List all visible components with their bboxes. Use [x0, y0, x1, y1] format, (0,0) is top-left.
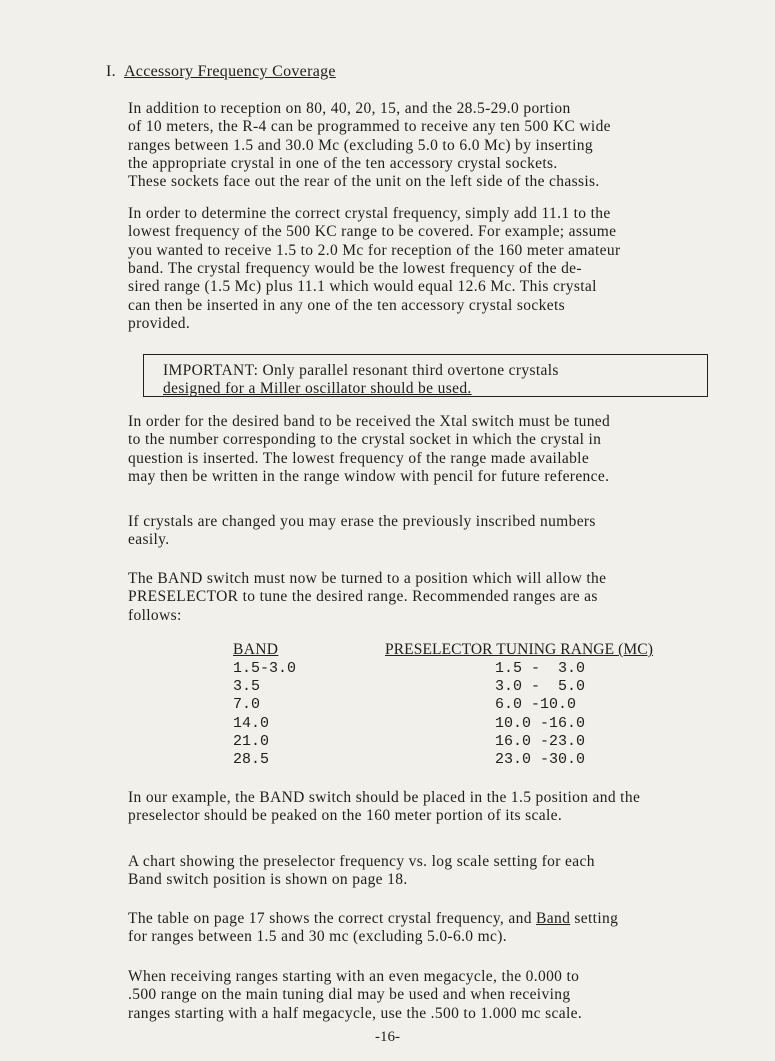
- paragraph-line: provided.: [128, 314, 191, 332]
- table-cell-range: 10.0 -16.0: [495, 714, 586, 732]
- paragraph-line: These sockets face out the rear of the unit on the left side of the chassis.: [128, 173, 600, 191]
- paragraph-line: When receiving ranges starting with an even megacycle, the 0.000 to: [128, 968, 580, 985]
- table-cell-range: 1.5 - 3.0: [495, 660, 586, 677]
- paragraph-line: band. The crystal frequency would be the lowest frequency of the de-: [128, 259, 582, 277]
- paragraph-line: The BAND switch must now be turned to a position which will allow the: [128, 570, 607, 587]
- important-notice-line: designed for a Miller oscillator should be used.: [163, 379, 472, 397]
- paragraph-line: you wanted to receive 1.5 to 2.0 Mc for reception of the 160 meter amateur: [128, 241, 621, 259]
- paragraph-line: may then be written in the range window with pencil for future reference.: [128, 467, 610, 485]
- paragraph-line: preselector should be peaked on the 160 meter portion of its scale.: [128, 807, 563, 825]
- paragraph-line: PRESELECTOR to tune the desired range. Recommended ranges are as: [128, 588, 598, 606]
- section-number: I.: [106, 63, 116, 80]
- paragraph-line: can then be inserted in any one of the ten accessory crystal sockets: [128, 296, 565, 314]
- paragraph-line: lowest frequency of the 500 KC range to be covered. For example; assume: [128, 223, 617, 241]
- paragraph-line: In order for the desired band to be received the Xtal switch must be tuned: [128, 413, 611, 430]
- paragraph-line: If crystals are changed you may erase the previously inscribed numbers: [128, 513, 596, 530]
- paragraph-line: to the number corresponding to the crystal socket in which the crystal in: [128, 431, 602, 449]
- table-cell-band: 1.5-3.0: [233, 660, 297, 677]
- table-cell-band: 7.0: [233, 696, 261, 714]
- section-title: Accessory Frequency Coverage: [123, 63, 336, 80]
- table-cell-band: 28.5: [233, 751, 270, 768]
- paragraph-line: easily.: [128, 531, 170, 549]
- table-cell-band: 3.5: [233, 678, 261, 696]
- paragraph-line: The table on page 17 shows the correct crystal frequency, and Band setting: [128, 910, 619, 927]
- paragraph-line: for ranges between 1.5 and 30 mc (excluding 5.0-6.0 mc).: [128, 928, 507, 946]
- table-cell-range: 6.0 -10.0: [495, 696, 577, 714]
- table-cell-band: 21.0: [233, 732, 270, 750]
- table-cell-band: 14.0: [233, 714, 270, 732]
- paragraph-line: the appropriate crystal in one of the ten accessory crystal sockets.: [128, 154, 558, 172]
- paragraph-line: ranges starting with a half megacycle, use the .500 to 1.000 mc scale.: [128, 1004, 583, 1022]
- table-header-band: BAND: [233, 641, 279, 658]
- paragraph-line: Band switch position is shown on page 18.: [128, 871, 408, 889]
- paragraph-line: of 10 meters, the R-4 can be programmed to receive any ten 500 KC wide: [128, 118, 611, 136]
- paragraph-line: In our example, the BAND switch should be placed in the 1.5 position and the: [128, 789, 641, 806]
- table-cell-range: 23.0 -30.0: [495, 751, 586, 768]
- table-header-preselector: PRESELECTOR TUNING RANGE (MC): [385, 641, 653, 658]
- paragraph-line: ranges between 1.5 and 30.0 Mc (excluding 5.0 to 6.0 Mc) by inserting: [128, 136, 593, 154]
- page-number: -16-: [375, 1029, 400, 1045]
- paragraph-line: follows:: [128, 606, 182, 624]
- paragraph-line: sired range (1.5 Mc) plus 11.1 which would equal 12.6 Mc. This crystal: [128, 278, 597, 296]
- paragraph-line: In addition to reception on 80, 40, 20, 15, and the 28.5-29.0 portion: [128, 100, 571, 117]
- section-heading: [106, 63, 336, 81]
- paragraph-line: In order to determine the correct crystal frequency, simply add 11.1 to the: [128, 205, 611, 222]
- underlined-text: Band: [536, 910, 571, 927]
- table-cell-range: 3.0 - 5.0: [495, 678, 586, 696]
- paragraph-line: A chart showing the preselector frequency vs. log scale setting for each: [128, 853, 595, 870]
- table-cell-range: 16.0 -23.0: [495, 732, 586, 750]
- paragraph-line: question is inserted. The lowest frequency of the range made available: [128, 449, 590, 467]
- important-notice-line: IMPORTANT: Only parallel resonant third overtone crystals: [163, 362, 559, 379]
- paragraph-line: .500 range on the main tuning dial may be used and when receiving: [128, 986, 571, 1004]
